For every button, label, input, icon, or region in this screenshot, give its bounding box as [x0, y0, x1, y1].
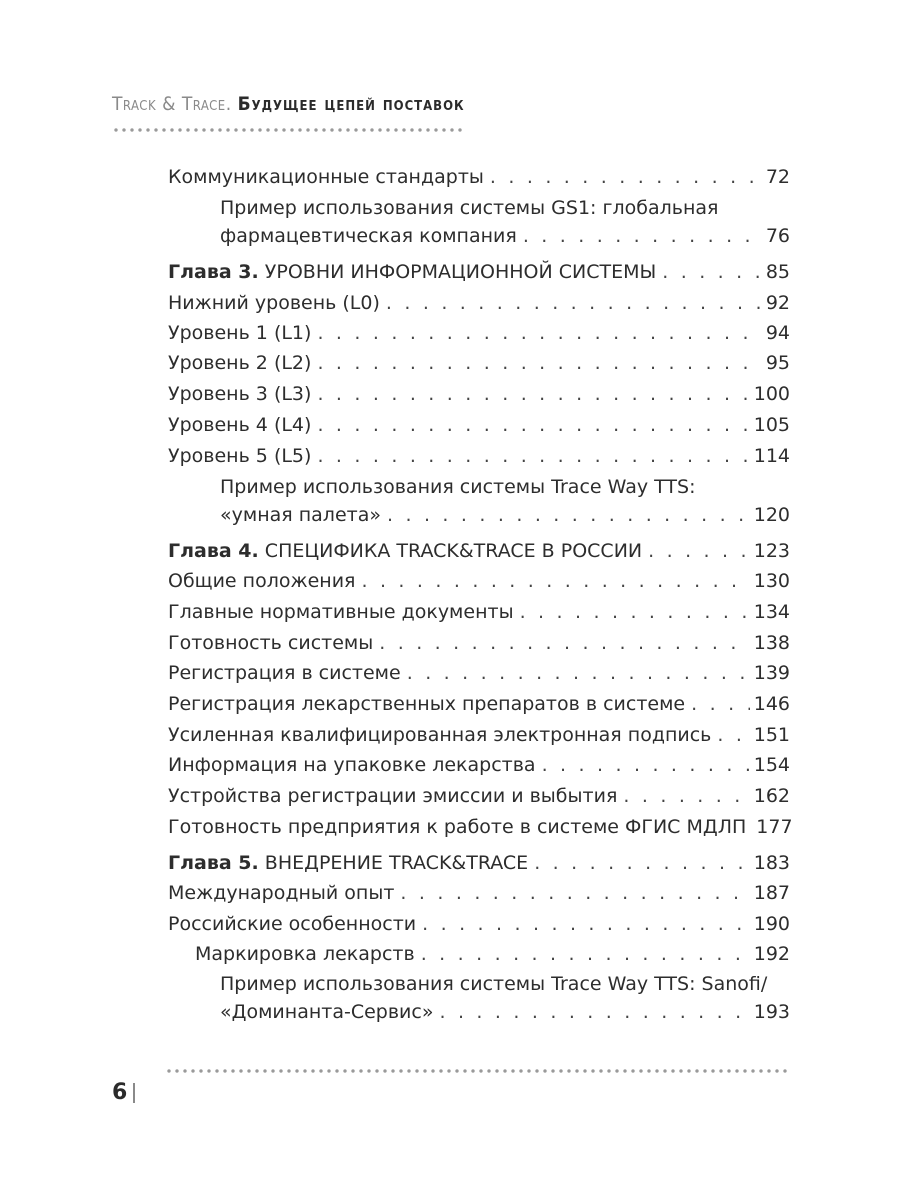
toc-entry-label-line: Пример использования системы Trace Way TTS: Sanofi/ — [220, 973, 768, 995]
series-title: Track & Trace. — [112, 93, 232, 115]
toc-entry[interactable] — [168, 442, 790, 471]
toc-chapter-entry[interactable] — [168, 258, 790, 287]
toc-entry-label: Регистрация в системе — [168, 662, 401, 684]
dot-leader — [536, 751, 750, 780]
toc-entry-label: Маркировка лекарств — [195, 943, 415, 965]
page-number: 6 — [112, 1080, 128, 1105]
page-number-divider — [133, 1083, 135, 1103]
dot-leader — [311, 349, 761, 378]
dot-leader — [528, 849, 750, 878]
dot-leader — [617, 782, 749, 811]
toc-entry[interactable] — [168, 879, 790, 908]
toc-page-number: 94 — [765, 322, 790, 344]
dot-leader — [517, 222, 762, 251]
dot-leader — [380, 289, 762, 318]
toc-page-number: 190 — [753, 913, 790, 935]
toc-page-number: 120 — [753, 504, 790, 526]
chapter-number: Глава 5. — [168, 852, 259, 874]
dot-leader — [394, 879, 749, 908]
toc-entry[interactable] — [168, 598, 790, 627]
toc-entry-label: Готовность системы — [168, 632, 374, 654]
chapter-title: УРОВНИ ИНФОРМАЦИОННОЙ СИСТЕМЫ — [264, 261, 657, 283]
toc-page-number: 139 — [753, 662, 790, 684]
toc-page-number: 114 — [753, 445, 790, 467]
toc-entry-label: Коммуникационные стандарты — [168, 166, 484, 188]
toc-page-number: 192 — [753, 943, 790, 965]
dot-leader — [433, 998, 749, 1027]
toc-entry[interactable] — [168, 659, 790, 688]
toc-entry-label-line: Пример использования системы GS1: глобальная — [220, 197, 719, 219]
toc-entry-label — [168, 258, 656, 287]
toc-entry[interactable] — [168, 751, 790, 780]
toc-entry[interactable] — [168, 380, 790, 409]
toc-page-number: 177 — [756, 816, 793, 838]
toc-page-number: 105 — [753, 414, 790, 436]
toc-page-number: 130 — [753, 570, 790, 592]
toc-entry[interactable] — [168, 319, 790, 348]
toc-page-number: 134 — [753, 601, 790, 623]
toc-entry-label: Уровень 3 (L3) — [168, 383, 312, 405]
toc-entry-label: Устройства регистрации эмиссии и выбытия — [168, 785, 618, 807]
toc-entry-label: Уровень 2 (L2) — [168, 352, 312, 374]
toc-entry[interactable] — [168, 411, 790, 440]
toc-page-number: 72 — [765, 166, 790, 188]
toc-entry-label: Уровень 5 (L5) — [168, 445, 312, 467]
chapter-number: Глава 4. — [168, 540, 259, 562]
toc-entry[interactable] — [220, 501, 790, 530]
dot-leader — [685, 690, 750, 719]
toc-entry-label: Готовность предприятия к работе в системе ФГИС МДЛП — [168, 816, 747, 838]
toc-page-number: 183 — [753, 852, 790, 874]
dot-leader — [401, 659, 750, 688]
toc-entry-label: Российские особенности — [168, 913, 417, 935]
toc-entry[interactable] — [168, 629, 790, 658]
toc-page-number: 187 — [753, 882, 790, 904]
toc-entry[interactable] — [168, 163, 790, 192]
toc-page-number: 100 — [753, 383, 790, 405]
toc-page-number: 151 — [753, 724, 790, 746]
dot-leader — [311, 442, 749, 471]
toc-chapter-entry[interactable] — [168, 849, 790, 878]
toc-page-number: 85 — [765, 261, 790, 283]
toc-entry[interactable] — [195, 940, 790, 969]
dot-leader — [416, 910, 750, 939]
toc-page-number: 138 — [753, 632, 790, 654]
dot-leader — [711, 721, 749, 750]
toc-entry[interactable] — [168, 910, 790, 939]
dot-leader — [514, 598, 750, 627]
toc-entry[interactable] — [168, 289, 790, 318]
toc-entry-label: «умная палета» — [220, 504, 381, 526]
toc-page-number: 162 — [753, 785, 790, 807]
toc-entry[interactable] — [220, 222, 790, 251]
chapter-title: СПЕЦИФИКА TRACK&TRACE В РОССИИ — [264, 540, 643, 562]
dot-leader — [311, 319, 761, 348]
footer-dotted-rule — [165, 1069, 791, 1073]
toc-entry[interactable] — [168, 690, 790, 719]
dot-leader — [311, 411, 749, 440]
toc-entry-label: Уровень 1 (L1) — [168, 322, 312, 344]
dot-leader — [381, 501, 750, 530]
toc-entry-label: Регистрация лекарственных препаратов в системе — [168, 693, 686, 715]
toc-chapter-entry[interactable] — [168, 537, 790, 566]
toc-entry[interactable] — [168, 567, 790, 596]
toc-entry-label: Общие положения — [168, 570, 356, 592]
toc-entry-label — [168, 537, 642, 566]
dot-leader — [415, 940, 750, 969]
dot-leader — [373, 629, 750, 658]
toc-page-number: 146 — [753, 693, 790, 715]
dot-leader — [355, 567, 749, 596]
dot-leader — [642, 537, 750, 566]
toc-entry[interactable] — [168, 349, 790, 378]
book-title: Будущее цепей поставок — [237, 93, 465, 115]
toc-page-number: 92 — [765, 292, 790, 314]
toc-entry[interactable] — [220, 998, 790, 1027]
toc-entry-label — [168, 849, 528, 878]
chapter-number: Глава 3. — [168, 261, 259, 283]
toc-entry[interactable] — [168, 721, 790, 750]
toc-page-number: 123 — [753, 540, 790, 562]
dot-leader — [311, 380, 749, 409]
toc-page-number: 193 — [753, 1001, 790, 1023]
chapter-title: ВНЕДРЕНИЕ TRACK&TRACE — [264, 852, 529, 874]
toc-entry-label: Международный опыт — [168, 882, 395, 904]
toc-entry[interactable] — [168, 782, 790, 811]
toc-entry-label: Информация на упаковке лекарства — [168, 754, 536, 776]
dot-leader — [656, 258, 762, 287]
toc-entry-label: Уровень 4 (L4) — [168, 414, 312, 436]
toc-entry[interactable] — [168, 813, 793, 842]
toc-entry-label: Нижний уровень (L0) — [168, 292, 380, 314]
toc-page-number: 95 — [765, 352, 790, 374]
toc-entry-label: фармацевтическая компания — [220, 225, 517, 247]
toc-entry-label: Главные нормативные документы — [168, 601, 514, 623]
toc-entry-label: «Доминанта-Сервис» — [220, 1001, 434, 1023]
toc-page-number: 76 — [765, 225, 790, 247]
toc-entry-label-line: Пример использования системы Trace Way TTS: — [220, 476, 696, 498]
toc-entry-label: Усиленная квалифицированная электронная подпись — [168, 724, 712, 746]
dot-leader — [484, 163, 762, 192]
toc-page-number: 154 — [753, 754, 790, 776]
